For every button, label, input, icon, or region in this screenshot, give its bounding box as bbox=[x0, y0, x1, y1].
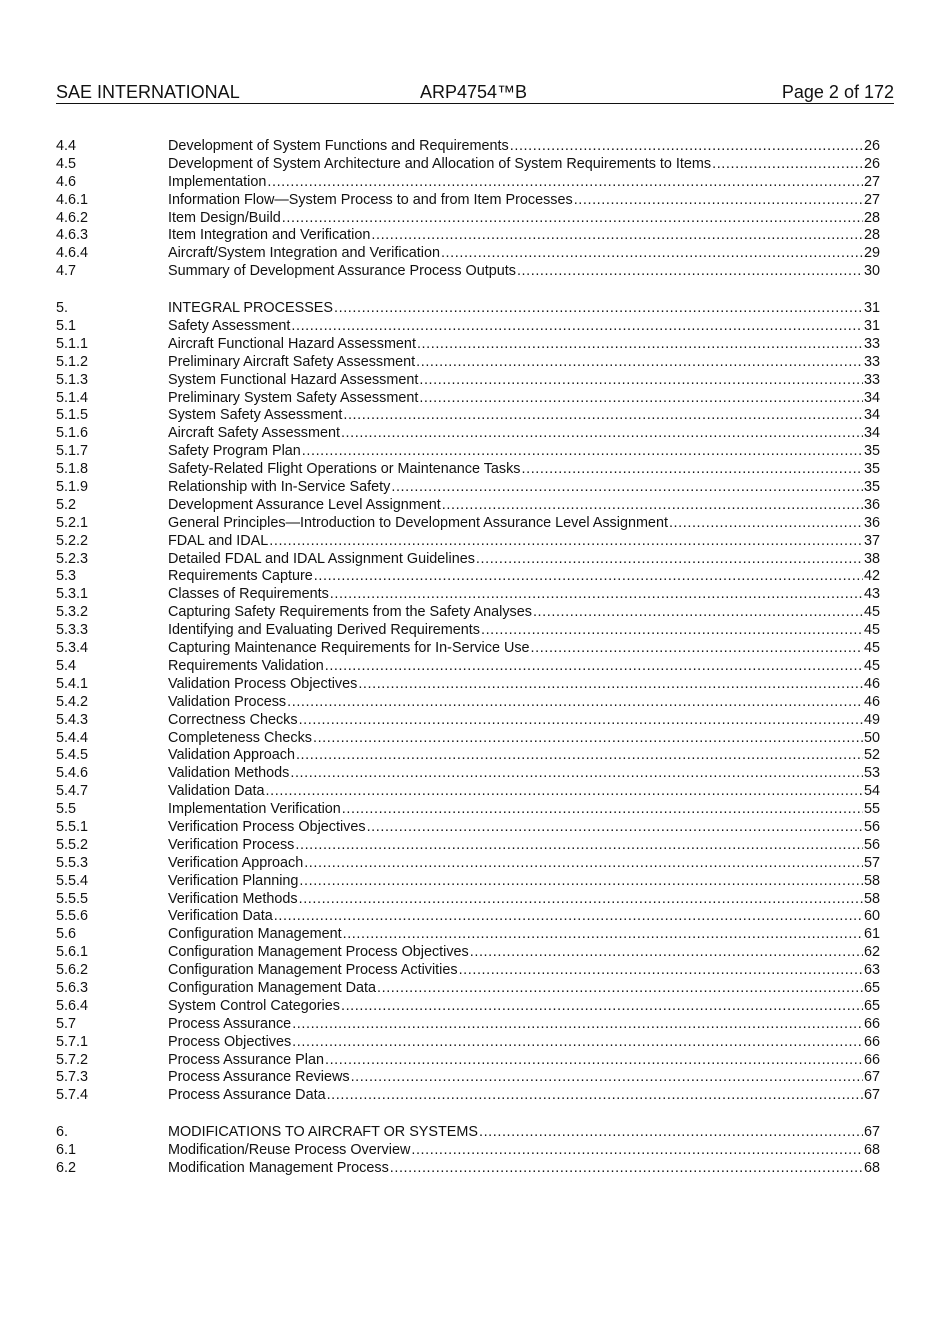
toc-entry-title: Configuration Management Data bbox=[168, 979, 376, 996]
toc-entry-page: 63 bbox=[863, 962, 880, 979]
toc-entry[interactable] bbox=[56, 390, 880, 408]
toc-entry-number: 4.6.2 bbox=[56, 209, 89, 226]
toc-entry-title: Information Flow—System Process to and from Item Processes bbox=[168, 191, 573, 208]
toc-entry-page: 58 bbox=[863, 872, 880, 889]
toc-entry[interactable] bbox=[56, 891, 880, 909]
toc-entry[interactable] bbox=[56, 819, 880, 837]
toc-entry-title: FDAL and IDAL bbox=[168, 532, 269, 549]
page-header bbox=[56, 81, 894, 104]
toc-entry-page: 46 bbox=[863, 693, 880, 710]
toc-entry[interactable] bbox=[56, 730, 880, 748]
dot-leader bbox=[325, 658, 863, 676]
toc-entry[interactable] bbox=[56, 622, 880, 640]
toc-entry-page: 67 bbox=[863, 1124, 880, 1141]
toc-entry-number: 5.7.3 bbox=[56, 1069, 89, 1086]
toc-entry-title: Item Design/Build bbox=[168, 209, 281, 226]
toc-entry-page: 54 bbox=[863, 783, 880, 800]
toc-entry-title: Safety-Related Flight Operations or Maintenance Tasks bbox=[168, 461, 521, 478]
toc-entry[interactable] bbox=[56, 263, 880, 281]
dot-leader bbox=[476, 551, 863, 569]
toc-entry-number: 5.5.3 bbox=[56, 854, 89, 871]
toc-entry-number: 5.7 bbox=[56, 1015, 77, 1032]
toc-entry-title: Preliminary Aircraft Safety Assessment bbox=[168, 353, 416, 370]
toc-entry-title: Implementation Verification bbox=[168, 801, 341, 818]
toc-entry[interactable] bbox=[56, 747, 880, 765]
toc-entry-page: 26 bbox=[863, 138, 880, 154]
toc-entry-title: Capturing Safety Requirements from the Safety Analyses bbox=[168, 604, 532, 621]
toc-entry-number: 5.1.8 bbox=[56, 461, 89, 478]
dot-leader bbox=[343, 407, 863, 425]
toc-entry-page: 46 bbox=[863, 675, 880, 692]
toc-entry-number: 4.7 bbox=[56, 263, 77, 280]
toc-entry[interactable] bbox=[56, 354, 880, 372]
toc-entry-page: 26 bbox=[863, 155, 880, 172]
toc-entry[interactable] bbox=[56, 227, 880, 245]
toc-entry-title: Capturing Maintenance Requirements for In-Service Use bbox=[168, 640, 530, 657]
toc-entry-title: Configuration Management Process Activities bbox=[168, 962, 458, 979]
toc-entry-page: 60 bbox=[863, 908, 880, 925]
dot-leader bbox=[391, 479, 863, 497]
dot-leader bbox=[669, 515, 863, 533]
toc-entry[interactable] bbox=[56, 533, 880, 551]
toc-entry-number: 5.6 bbox=[56, 926, 77, 943]
toc-entry-title: Process Assurance bbox=[168, 1015, 292, 1032]
toc-entry[interactable] bbox=[56, 1142, 880, 1160]
dot-leader bbox=[341, 425, 863, 443]
toc-entry[interactable] bbox=[56, 1124, 880, 1142]
toc-entry-page: 31 bbox=[863, 300, 880, 317]
toc-entry-number: 4.6.3 bbox=[56, 227, 89, 244]
toc-entry-number: 5.4 bbox=[56, 657, 77, 674]
toc-entry-number: 5.5.5 bbox=[56, 890, 89, 907]
toc-entry-title: Detailed FDAL and IDAL Assignment Guidelines bbox=[168, 550, 475, 567]
toc-entry-number: 4.6.4 bbox=[56, 245, 89, 262]
dot-leader bbox=[531, 640, 863, 658]
dot-leader bbox=[342, 801, 863, 819]
toc-entry[interactable] bbox=[56, 586, 880, 604]
toc-entry-page: 33 bbox=[863, 353, 880, 370]
toc-entry[interactable] bbox=[56, 908, 880, 926]
toc-entry-number: 5.1.7 bbox=[56, 443, 89, 460]
dot-leader bbox=[481, 622, 863, 640]
dot-leader bbox=[343, 926, 863, 944]
toc-entry-page: 67 bbox=[863, 1087, 880, 1104]
toc-entry-number: 5.7.2 bbox=[56, 1051, 89, 1068]
toc-section bbox=[56, 1124, 880, 1178]
toc-entry[interactable] bbox=[56, 425, 880, 443]
dot-leader bbox=[296, 747, 863, 765]
dot-leader bbox=[295, 837, 863, 855]
toc-entry-number: 5.3.3 bbox=[56, 622, 89, 639]
toc-entry[interactable] bbox=[56, 407, 880, 425]
toc-entry-number: 5.3.1 bbox=[56, 586, 89, 603]
toc-entry[interactable] bbox=[56, 551, 880, 569]
toc-entry-page: 68 bbox=[863, 1159, 880, 1176]
toc-entry-number: 5.3.2 bbox=[56, 604, 89, 621]
dot-leader bbox=[291, 318, 863, 336]
toc-entry-number: 5.6.4 bbox=[56, 997, 89, 1014]
dot-leader bbox=[574, 192, 863, 210]
toc-entry-title: Validation Approach bbox=[168, 747, 295, 764]
header-document-id: ARP4754™B bbox=[420, 82, 528, 102]
toc-entry-number: 5.2.1 bbox=[56, 514, 89, 531]
toc-entry[interactable] bbox=[56, 479, 880, 497]
toc-entry[interactable] bbox=[56, 926, 880, 944]
toc-entry-title: Development of System Architecture and Allocation of System Requirements to Items bbox=[168, 155, 712, 172]
toc-entry[interactable] bbox=[56, 192, 880, 210]
toc-entry-title: Verification Planning bbox=[168, 872, 299, 889]
toc-entry[interactable] bbox=[56, 300, 880, 318]
toc-entry[interactable] bbox=[56, 873, 880, 891]
toc-entry-number: 5.1.3 bbox=[56, 371, 89, 388]
toc-entry-number: 4.5 bbox=[56, 155, 77, 172]
dot-leader bbox=[517, 263, 863, 281]
toc-entry-title: Preliminary System Safety Assessment bbox=[168, 389, 419, 406]
toc-entry-title: Validation Process Objectives bbox=[168, 675, 358, 692]
dot-leader bbox=[377, 980, 863, 998]
toc-entry-title: Requirements Capture bbox=[168, 568, 313, 585]
toc-entry[interactable] bbox=[56, 515, 880, 533]
toc-entry[interactable] bbox=[56, 1034, 880, 1052]
toc-entry-page: 42 bbox=[863, 568, 880, 585]
header-publisher: SAE INTERNATIONAL bbox=[56, 82, 240, 102]
toc-entry-title: Summary of Development Assurance Process Outputs bbox=[168, 263, 516, 280]
dot-leader bbox=[302, 443, 863, 461]
toc-entry-number: 6.2 bbox=[56, 1159, 77, 1176]
toc-entry[interactable] bbox=[56, 783, 880, 801]
dot-leader bbox=[367, 819, 863, 837]
dot-leader bbox=[442, 497, 863, 515]
toc-entry[interactable] bbox=[56, 568, 880, 586]
toc-entry-title: Completeness Checks bbox=[168, 729, 312, 746]
toc-entry-page: 61 bbox=[863, 926, 880, 943]
dot-leader bbox=[330, 586, 863, 604]
toc-entry[interactable] bbox=[56, 156, 880, 174]
toc-entry[interactable] bbox=[56, 372, 880, 390]
dot-leader bbox=[292, 1016, 863, 1034]
toc-entry-title: Safety Assessment bbox=[168, 318, 291, 335]
toc-entry-number: 5.3.4 bbox=[56, 640, 89, 657]
dot-leader bbox=[267, 174, 863, 192]
toc-entry[interactable] bbox=[56, 837, 880, 855]
toc-entry-title: Configuration Management Process Objectives bbox=[168, 944, 469, 961]
toc-entry-number: 5.6.3 bbox=[56, 979, 89, 996]
toc-entry-number: 5.1.4 bbox=[56, 389, 89, 406]
toc-entry-title: Aircraft/System Integration and Verification bbox=[168, 245, 440, 262]
toc-entry[interactable] bbox=[56, 658, 880, 676]
toc-entry-title: Modification Management Process bbox=[168, 1159, 389, 1176]
toc-entry-title: Verification Methods bbox=[168, 890, 298, 907]
toc-entry[interactable] bbox=[56, 497, 880, 515]
toc-entry-title: Development of System Functions and Requirements bbox=[168, 138, 509, 154]
dot-leader bbox=[522, 461, 863, 479]
toc-entry-title: Classes of Requirements bbox=[168, 586, 329, 603]
toc-entry-title: Configuration Management bbox=[168, 926, 342, 943]
toc-entry-title: General Principles—Introduction to Development Assurance Level Assignment bbox=[168, 514, 668, 531]
dot-leader bbox=[341, 998, 863, 1016]
toc-entry-title: Process Objectives bbox=[168, 1033, 292, 1050]
dot-leader bbox=[299, 891, 863, 909]
toc-entry-page: 27 bbox=[863, 173, 880, 190]
toc-entry-page: 36 bbox=[863, 514, 880, 531]
toc-entry-title: System Safety Assessment bbox=[168, 407, 343, 424]
dot-leader bbox=[479, 1124, 863, 1142]
toc-entry-page: 45 bbox=[863, 657, 880, 674]
toc-entry[interactable] bbox=[56, 138, 880, 156]
toc-entry-page: 49 bbox=[863, 711, 880, 728]
dot-leader bbox=[417, 336, 863, 354]
toc-entry-page: 56 bbox=[863, 818, 880, 835]
toc-entry-title: Identifying and Evaluating Derived Requirements bbox=[168, 622, 480, 639]
toc-entry-number: 5.6.1 bbox=[56, 944, 89, 961]
toc-entry-page: 66 bbox=[863, 1051, 880, 1068]
table-of-contents bbox=[56, 138, 880, 1197]
toc-entry-title: Safety Program Plan bbox=[168, 443, 301, 460]
dot-leader bbox=[266, 783, 863, 801]
dot-leader bbox=[274, 908, 863, 926]
toc-entry-title: Aircraft Safety Assessment bbox=[168, 425, 340, 442]
toc-entry-page: 38 bbox=[863, 550, 880, 567]
toc-entry-page: 34 bbox=[863, 389, 880, 406]
toc-entry-number: 5.1.9 bbox=[56, 479, 89, 496]
toc-entry-page: 45 bbox=[863, 622, 880, 639]
toc-entry-title: Validation Data bbox=[168, 783, 265, 800]
toc-entry-title: Requirements Validation bbox=[168, 657, 324, 674]
toc-entry-number: 5.3 bbox=[56, 568, 77, 585]
dot-leader bbox=[358, 676, 863, 694]
toc-entry-title: Verification Approach bbox=[168, 854, 304, 871]
dot-leader bbox=[419, 390, 863, 408]
toc-entry-page: 65 bbox=[863, 997, 880, 1014]
toc-entry-title: Verification Data bbox=[168, 908, 273, 925]
dot-leader bbox=[290, 765, 863, 783]
toc-entry-number: 5.5.4 bbox=[56, 872, 89, 889]
toc-entry-page: 35 bbox=[863, 461, 880, 478]
toc-entry[interactable] bbox=[56, 1087, 880, 1105]
toc-entry[interactable] bbox=[56, 1069, 880, 1087]
toc-entry-number: 5.7.1 bbox=[56, 1033, 89, 1050]
dot-leader bbox=[416, 354, 863, 372]
dot-leader bbox=[441, 245, 863, 263]
dot-leader bbox=[459, 962, 863, 980]
toc-entry-page: 33 bbox=[863, 335, 880, 352]
toc-entry[interactable] bbox=[56, 765, 880, 783]
dot-leader bbox=[299, 873, 863, 891]
toc-entry[interactable] bbox=[56, 1052, 880, 1070]
toc-entry-number: 5.4.6 bbox=[56, 765, 89, 782]
toc-entry-page: 53 bbox=[863, 765, 880, 782]
toc-entry-number: 5.4.2 bbox=[56, 693, 89, 710]
toc-entry-number: 5.5 bbox=[56, 801, 77, 818]
toc-entry-title: Implementation bbox=[168, 173, 267, 190]
toc-entry-page: 57 bbox=[863, 854, 880, 871]
dot-leader bbox=[334, 300, 863, 318]
toc-entry-title: MODIFICATIONS TO AIRCRAFT OR SYSTEMS bbox=[168, 1124, 478, 1141]
toc-entry-number: 5. bbox=[56, 300, 69, 317]
toc-entry[interactable] bbox=[56, 245, 880, 263]
toc-entry[interactable] bbox=[56, 461, 880, 479]
dot-leader bbox=[292, 1034, 863, 1052]
dot-leader bbox=[313, 730, 863, 748]
toc-section bbox=[56, 300, 880, 1105]
toc-entry[interactable] bbox=[56, 676, 880, 694]
toc-entry-page: 28 bbox=[863, 227, 880, 244]
toc-entry-number: 5.6.2 bbox=[56, 962, 89, 979]
toc-entry-page: 68 bbox=[863, 1142, 880, 1159]
toc-entry-title: Validation Methods bbox=[168, 765, 290, 782]
toc-entry-page: 56 bbox=[863, 836, 880, 853]
toc-entry[interactable] bbox=[56, 336, 880, 354]
toc-entry-title: Validation Process bbox=[168, 693, 287, 710]
toc-entry-title: Modification/Reuse Process Overview bbox=[168, 1142, 411, 1159]
toc-entry-page: 65 bbox=[863, 979, 880, 996]
toc-entry[interactable] bbox=[56, 174, 880, 192]
toc-entry[interactable] bbox=[56, 962, 880, 980]
toc-entry[interactable] bbox=[56, 318, 880, 336]
toc-entry-page: 27 bbox=[863, 191, 880, 208]
dot-leader bbox=[325, 1052, 863, 1070]
toc-entry-page: 31 bbox=[863, 318, 880, 335]
dot-leader bbox=[533, 604, 863, 622]
toc-entry[interactable] bbox=[56, 1160, 880, 1178]
toc-entry-page: 28 bbox=[863, 209, 880, 226]
toc-entry-number: 5.2 bbox=[56, 496, 77, 513]
toc-entry-number: 5.7.4 bbox=[56, 1087, 89, 1104]
toc-entry-title: Verification Process Objectives bbox=[168, 818, 366, 835]
toc-entry-page: 66 bbox=[863, 1033, 880, 1050]
toc-entry-number: 5.4.1 bbox=[56, 675, 89, 692]
toc-entry[interactable] bbox=[56, 694, 880, 712]
toc-entry-number: 5.2.3 bbox=[56, 550, 89, 567]
toc-entry[interactable] bbox=[56, 640, 880, 658]
dot-leader bbox=[327, 1087, 863, 1105]
toc-entry[interactable] bbox=[56, 443, 880, 461]
toc-entry-title: System Control Categories bbox=[168, 997, 340, 1014]
dot-leader bbox=[299, 712, 863, 730]
toc-entry-page: 67 bbox=[863, 1069, 880, 1086]
toc-entry-title: Correctness Checks bbox=[168, 711, 298, 728]
toc-entry[interactable] bbox=[56, 801, 880, 819]
toc-entry-page: 34 bbox=[863, 425, 880, 442]
dot-leader bbox=[470, 944, 863, 962]
toc-entry-page: 30 bbox=[863, 263, 880, 280]
dot-leader bbox=[712, 156, 863, 174]
toc-entry[interactable] bbox=[56, 210, 880, 228]
dot-leader bbox=[304, 855, 863, 873]
toc-entry-title: Process Assurance Reviews bbox=[168, 1069, 350, 1086]
toc-entry-number: 5.1.2 bbox=[56, 353, 89, 370]
toc-entry-page: 45 bbox=[863, 640, 880, 657]
dot-leader bbox=[371, 227, 863, 245]
toc-entry-number: 5.4.7 bbox=[56, 783, 89, 800]
toc-entry-title: Relationship with In-Service Safety bbox=[168, 479, 391, 496]
toc-entry-number: 6.1 bbox=[56, 1142, 77, 1159]
toc-entry-title: Aircraft Functional Hazard Assessment bbox=[168, 335, 416, 352]
toc-entry[interactable] bbox=[56, 980, 880, 998]
toc-entry-title: Item Integration and Verification bbox=[168, 227, 371, 244]
toc-entry-number: 5.1 bbox=[56, 318, 77, 335]
toc-entry-number: 6. bbox=[56, 1124, 69, 1141]
toc-entry-number: 4.4 bbox=[56, 138, 77, 154]
toc-entry-page: 55 bbox=[863, 801, 880, 818]
toc-entry-number: 5.1.6 bbox=[56, 425, 89, 442]
toc-entry-page: 43 bbox=[863, 586, 880, 603]
toc-entry[interactable] bbox=[56, 1016, 880, 1034]
toc-entry-page: 62 bbox=[863, 944, 880, 961]
toc-entry-title: Process Assurance Data bbox=[168, 1087, 326, 1104]
toc-entry-number: 5.5.2 bbox=[56, 836, 89, 853]
dot-leader bbox=[510, 138, 863, 156]
toc-entry[interactable] bbox=[56, 712, 880, 730]
dot-leader bbox=[269, 533, 863, 551]
toc-entry-page: 52 bbox=[863, 747, 880, 764]
dot-leader bbox=[351, 1069, 863, 1087]
toc-entry[interactable] bbox=[56, 998, 880, 1016]
toc-entry-title: System Functional Hazard Assessment bbox=[168, 371, 419, 388]
toc-entry-title: Development Assurance Level Assignment bbox=[168, 496, 441, 513]
toc-entry-page: 35 bbox=[863, 479, 880, 496]
toc-entry-title: INTEGRAL PROCESSES bbox=[168, 300, 334, 317]
toc-entry-page: 37 bbox=[863, 532, 880, 549]
toc-entry-page: 34 bbox=[863, 407, 880, 424]
toc-entry-page: 29 bbox=[863, 245, 880, 262]
toc-entry-number: 5.4.3 bbox=[56, 711, 89, 728]
toc-entry-number: 5.2.2 bbox=[56, 532, 89, 549]
toc-entry-number: 5.1.5 bbox=[56, 407, 89, 424]
toc-entry-title: Verification Process bbox=[168, 836, 295, 853]
toc-entry-number: 5.4.4 bbox=[56, 729, 89, 746]
dot-leader bbox=[390, 1160, 863, 1178]
toc-entry-page: 50 bbox=[863, 729, 880, 746]
dot-leader bbox=[419, 372, 863, 390]
toc-entry[interactable] bbox=[56, 944, 880, 962]
toc-entry-number: 4.6 bbox=[56, 173, 77, 190]
toc-entry-number: 5.5.6 bbox=[56, 908, 89, 925]
toc-entry-page: 33 bbox=[863, 371, 880, 388]
toc-section bbox=[56, 138, 880, 281]
header-page-number: Page 2 of 172 bbox=[781, 82, 894, 102]
toc-entry-page: 45 bbox=[863, 604, 880, 621]
toc-entry-number: 5.5.1 bbox=[56, 818, 89, 835]
toc-entry[interactable] bbox=[56, 855, 880, 873]
toc-entry-page: 66 bbox=[863, 1015, 880, 1032]
toc-entry-number: 4.6.1 bbox=[56, 191, 89, 208]
toc-entry-page: 58 bbox=[863, 890, 880, 907]
dot-leader bbox=[411, 1142, 863, 1160]
toc-entry-page: 35 bbox=[863, 443, 880, 460]
toc-entry-number: 5.4.5 bbox=[56, 747, 89, 764]
toc-entry-title: Process Assurance Plan bbox=[168, 1051, 324, 1068]
dot-leader bbox=[314, 568, 863, 586]
toc-entry-page: 36 bbox=[863, 496, 880, 513]
dot-leader bbox=[287, 694, 863, 712]
dot-leader bbox=[282, 210, 863, 228]
toc-entry[interactable] bbox=[56, 604, 880, 622]
toc-entry-number: 5.1.1 bbox=[56, 335, 89, 352]
